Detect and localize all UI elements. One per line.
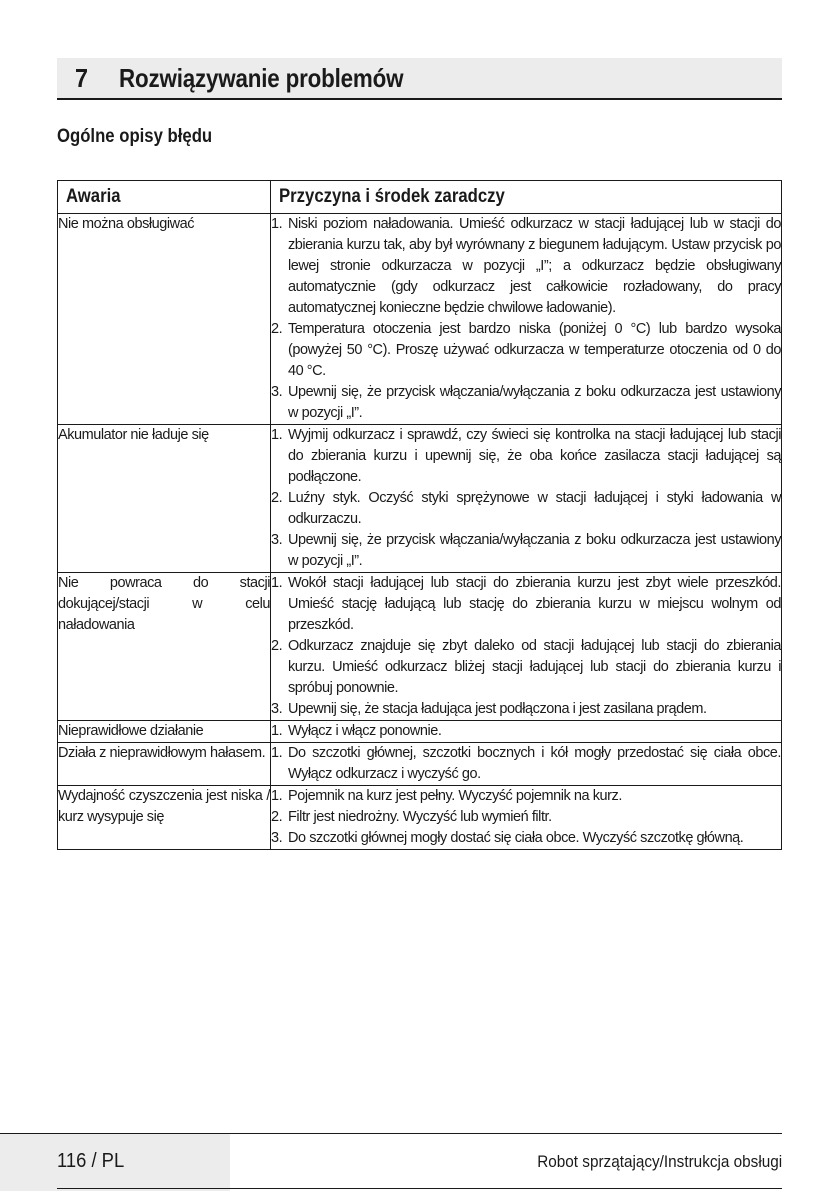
remedy-cell [271, 786, 782, 850]
remedy-list [271, 573, 781, 720]
remedy-text: Pojemnik na kurz jest pełny. Wyczyść pojemnik na kurz. [288, 788, 622, 804]
remedy-text: Filtr jest niedrożny. Wyczyść lub wymień filtr. [288, 809, 552, 825]
remedy-item [271, 488, 781, 530]
remedy-list [271, 214, 781, 424]
remedy-item [271, 319, 781, 382]
footer-divider [230, 1133, 782, 1134]
remedy-number: 1. [271, 723, 283, 739]
header-remedy: Przyczyna i środek zaradczy [271, 181, 782, 214]
remedy-text: Upewnij się, że przycisk włączania/wyłączania z boku odkurzacza jest ustawiony w pozycji „I”. [288, 384, 781, 421]
remedy-number: 3. [271, 830, 283, 846]
remedy-number: 1. [271, 216, 283, 232]
remedy-number: 2. [271, 490, 283, 506]
section-title: Ogólne opisy błędu [57, 126, 213, 147]
remedy-number: 2. [271, 809, 283, 825]
remedy-text: Luźny styk. Oczyść styki sprężynowe w stacji ładującej i styki ładowania w odkurzaczu. [288, 490, 781, 527]
remedy-item [271, 530, 781, 572]
remedy-number: 2. [271, 321, 283, 337]
remedy-item [271, 425, 781, 488]
remedy-number: 3. [271, 532, 283, 548]
chapter-header [57, 58, 782, 100]
remedy-number: 3. [271, 384, 283, 400]
table-row [58, 786, 782, 850]
remedy-list [271, 721, 781, 742]
remedy-list [271, 786, 781, 849]
remedy-number: 2. [271, 638, 283, 654]
fault-cell: Nie powraca do stacji dokującej/stacji w celu naładowania [58, 573, 271, 721]
fault-cell: Wydajność czyszczenia jest niska / kurz wysypuje się [58, 786, 271, 850]
remedy-cell [271, 743, 782, 786]
table-header-row [58, 181, 782, 214]
remedy-list [271, 425, 781, 572]
fault-cell: Działa z nieprawidłowym hałasem. [58, 743, 271, 786]
header-fault: Awaria [58, 181, 271, 214]
remedy-text: Wyłącz i włącz ponownie. [288, 723, 442, 739]
remedy-cell [271, 721, 782, 743]
footer-bottom-divider [57, 1188, 782, 1189]
remedy-item [271, 573, 781, 636]
remedy-list [271, 743, 781, 785]
table-row [58, 573, 782, 721]
remedy-item [271, 382, 781, 424]
troubleshooting-table [57, 180, 782, 850]
chapter-title: Rozwiązywanie problemów [119, 62, 404, 93]
table-row [58, 214, 782, 425]
remedy-number: 1. [271, 788, 283, 804]
remedy-number: 1. [271, 745, 283, 761]
remedy-item [271, 214, 781, 319]
table-row [58, 743, 782, 786]
remedy-item [271, 807, 781, 828]
page-number: 116 / PL [57, 1150, 125, 1172]
document-title: Robot sprzątający/Instrukcja obsługi [537, 1152, 782, 1171]
remedy-item [271, 828, 781, 849]
table-row [58, 721, 782, 743]
remedy-cell [271, 573, 782, 721]
remedy-text: Wyjmij odkurzacz i sprawdź, czy świeci się kontrolka na stacji ładującej lub stacji do zbierania kurzu i upewnij się, że oba końce zasilacza stacji ładującej są podłączone. [288, 427, 781, 485]
remedy-item [271, 721, 781, 742]
remedy-number: 1. [271, 575, 283, 591]
remedy-number: 3. [271, 701, 283, 717]
remedy-text: Wokół stacji ładującej lub stacji do zbierania kurzu jest zbyt wiele przeszkód. Umieść stację ładującą lub stację do zbierania kurzu w miejscu wolnym od przeszkód. [288, 575, 781, 633]
table-body [58, 214, 782, 850]
chapter-number: 7 [75, 62, 89, 93]
remedy-text: Odkurzacz znajduje się zbyt daleko od stacji ładującej lub stacji do zbierania kurzu. Umieść odkurzacz bliżej stacji ładującej lub stacji do zbierania kurzu i spróbuj ponownie. [288, 638, 781, 696]
remedy-text: Do szczotki głównej mogły dostać się ciała obce. Wyczyść szczotkę główną. [288, 830, 744, 846]
remedy-item [271, 699, 781, 720]
remedy-item [271, 743, 781, 785]
remedy-text: Upewnij się, że przycisk włączania/wyłączania z boku odkurzacza jest ustawiony w pozycji „I”. [288, 532, 781, 569]
remedy-text: Do szczotki głównej, szczotki bocznych i kół mogły przedostać się ciała obce. Wyłącz odkurzacz i wyczyść go. [288, 745, 781, 782]
fault-cell: Nie można obsługiwać [58, 214, 271, 425]
remedy-text: Niski poziom naładowania. Umieść odkurzacz w stacji ładującej lub w stacji do zbierania kurzu tak, aby był wyrównany z biegunem ładującym. Ustaw przycisk po lewej stronie odkurzacza w pozycji „I”; a odkurzacz będzie obsługiwany automatycznie (gdy odkurzacz jest całkowicie rozładowany, do pracy automatycznej konieczne będzie chwilowe ładowanie). [288, 216, 781, 316]
remedy-cell [271, 214, 782, 425]
remedy-number: 1. [271, 427, 283, 443]
remedy-cell [271, 425, 782, 573]
table-row [58, 425, 782, 573]
fault-cell: Nieprawidłowe działanie [58, 721, 271, 743]
remedy-text: Upewnij się, że stacja ładująca jest podłączona i jest zasilana prądem. [288, 701, 707, 717]
remedy-item [271, 786, 781, 807]
fault-cell: Akumulator nie ładuje się [58, 425, 271, 573]
remedy-text: Temperatura otoczenia jest bardzo niska (poniżej 0 °C) lub bardzo wysoka (powyżej 50 °C). Proszę używać odkurzacza w temperaturze otoczenia od 0 do 40 °C. [288, 321, 781, 379]
remedy-item [271, 636, 781, 699]
